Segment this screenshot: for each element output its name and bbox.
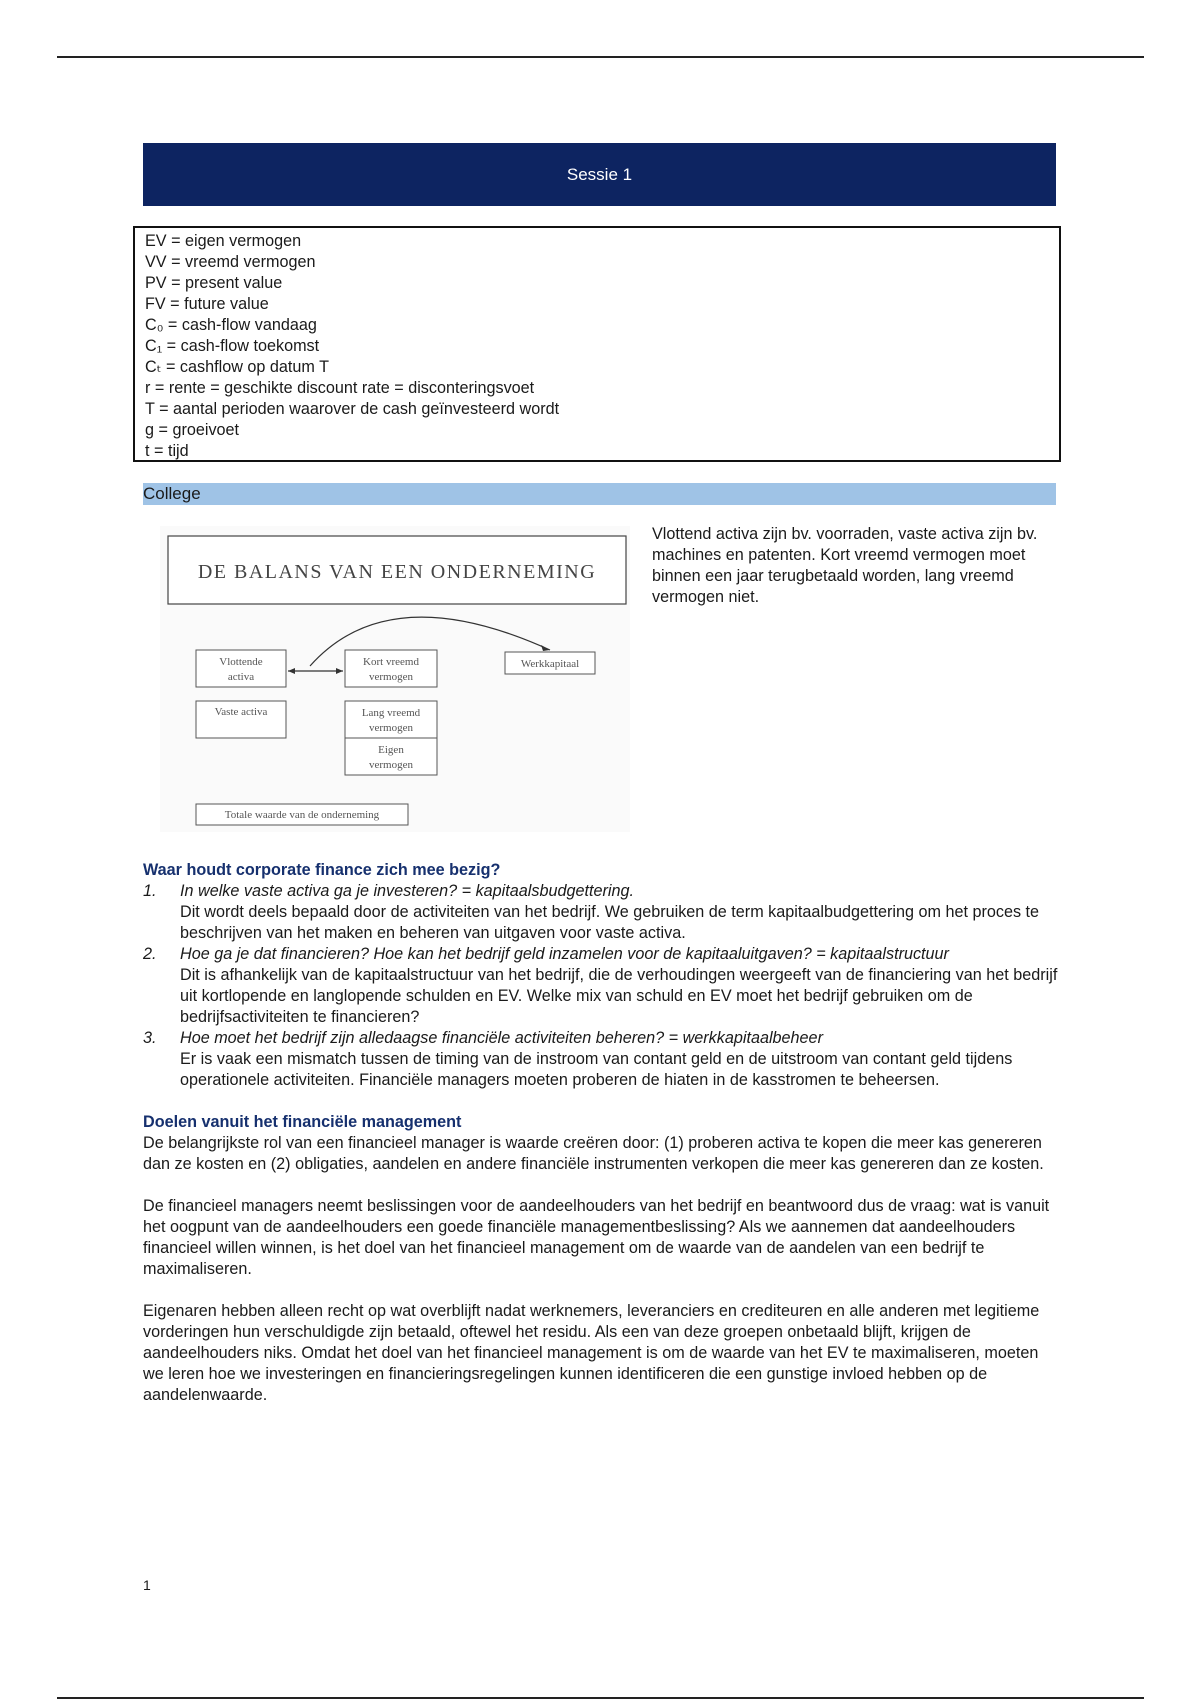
vlottende-activa-line1: Vlottende [219,656,263,668]
side-explanation: Vlottend activa zijn bv. voorraden, vaste activa zijn bv. machines en patenten. Kort vreemd vermogen moet binnen een jaar terugbetaald worden, lang vreemd vermogen niet. [652,525,1038,606]
vaste-activa-label: Vaste activa [214,706,268,718]
bottom-rule [57,1697,1144,1699]
list-text: Er is vaak een mismatch tussen de timing van de instroom van contant geld en de uitstroom van contant geld tijdens operationele activiteiten. Financiële managers moeten proberen de hiaten in de kasstromen te beheersen. [180,1050,1013,1089]
spacer [143,1280,1063,1301]
legend-line: t = tijd [145,442,189,460]
list-number: 3. [143,1029,157,1047]
diagram-title: DE BALANS VAN EEN ONDERNEMING [197,561,597,583]
werkkapitaal-label: Werkkapitaal [520,658,580,670]
list-item [143,1028,1063,1091]
arrowhead-right [336,668,343,674]
list-item [143,944,1063,1028]
list-number: 2. [143,945,157,963]
vlottende-activa-line2: activa [227,671,255,683]
heading-doelen: Doelen vanuit het financiële management [143,1113,462,1131]
list-item [143,881,1063,944]
eigen-vermogen-line2: vermogen [369,759,413,771]
legend-line: C₁ = cash-flow toekomst [145,337,320,355]
college-label: College [143,484,201,503]
lang-vreemd-line1: Lang vreemd [361,707,421,719]
legend-line: VV = vreemd vermogen [145,253,316,271]
arrowhead-left [288,668,295,674]
heading-corporate-finance: Waar houdt corporate finance zich mee bezig? [143,861,501,879]
legend-box [133,226,1061,462]
list-question: Hoe moet het bedrijf zijn alledaagse financiële activiteiten beheren? = werkkapitaalbeheer [180,1029,823,1047]
paragraph: De financieel managers neemt beslissingen voor de aandeelhouders van het bedrijf en beantwoord dus de vraag: wat is vanuit het oogpunt van de aandeelhouders een goede financiële managementbeslissing? Als we aannemen dat aandeelhouders financieel willen winnen, is het doel van het financieel management om de waarde van de aandelen van een bedrijf te maximaliseren. [143,1197,1050,1278]
list-question: Hoe ga je dat financieren? Hoe kan het bedrijf geld inzamelen voor de kapitaaluitgaven? = kapitaalstructuur [180,945,949,963]
totale-waarde-label: Totale waarde van de onderneming [224,809,380,821]
top-rule [57,56,1144,58]
page-number: 1 [143,1577,151,1593]
lang-vreemd-line2: vermogen [369,722,413,734]
legend-line: EV = eigen vermogen [145,232,302,250]
kort-vreemd-line2: vermogen [369,671,413,683]
paragraph: Eigenaren hebben alleen recht op wat overblijft nadat werknemers, leveranciers en crediteuren en alle anderen met legitieme vorderingen hun verschuldigde zijn betaald, oftewel het residu. Als een van deze groepen onbetaald blijft, krijgen de aandeelhouders niks. Omdat het doel van het financieel management is om de waarde van het EV te maximaliseren, moeten we leren hoe we investeringen en financieringsregelingen kunnen identificeren die een gunstige invloed hebben op de aandelenwaarde. [143,1302,1040,1404]
kort-vreemd-line1: Kort vreemd [363,656,419,668]
session-title: Sessie 1 [566,164,633,184]
main-content [143,860,1063,1406]
spacer [143,1175,1063,1196]
list-text: Dit wordt deels bepaald door de activiteiten van het bedrijf. We gebruiken de term kapitaalbudgettering om het proces te beschrijven van het maken en beheren van uitgaven voor vaste activa. [180,903,1040,942]
legend-line: FV = future value [145,295,269,313]
legend-line: C₀ = cash-flow vandaag [145,316,317,334]
legend-line: T = aantal perioden waarover de cash geïnvesteerd wordt [145,400,560,418]
session-header [143,143,1056,206]
arrowhead-werkkapitaal [541,645,550,651]
spacer [143,1091,1063,1112]
paragraph: De belangrijkste rol van een financieel manager is waarde creëren door: (1) proberen activa te kopen die meer kas genereren dan ze kosten en (2) obligaties, aandelen en andere financiële instrumenten verkopen die meer kas genereren dan ze kosten. [143,1134,1044,1173]
eigen-vermogen-line1: Eigen [378,744,404,756]
balance-sheet-diagram [160,526,630,832]
legend-line: r = rente = geschikte discount rate = disconteringsvoet [145,379,535,397]
section-college-heading [143,483,1056,505]
legend-line: g = groeivoet [145,421,240,439]
list-text: Dit is afhankelijk van de kapitaalstructuur van het bedrijf, die de verhoudingen weergeeft van de financiering van het bedrijf uit kortlopende en langlopende schulden en EV. Welke mix van schuld en EV moet het bedrijf gebruiken om de bedrijfsactiviteiten te financieren? [180,966,1058,1026]
legend-line: Cₜ = cashflow op datum T [145,358,329,376]
list-question: In welke vaste activa ga je investeren? = kapitaalsbudgettering. [180,882,634,900]
list-number: 1. [143,882,157,900]
legend-line: PV = present value [145,274,283,292]
